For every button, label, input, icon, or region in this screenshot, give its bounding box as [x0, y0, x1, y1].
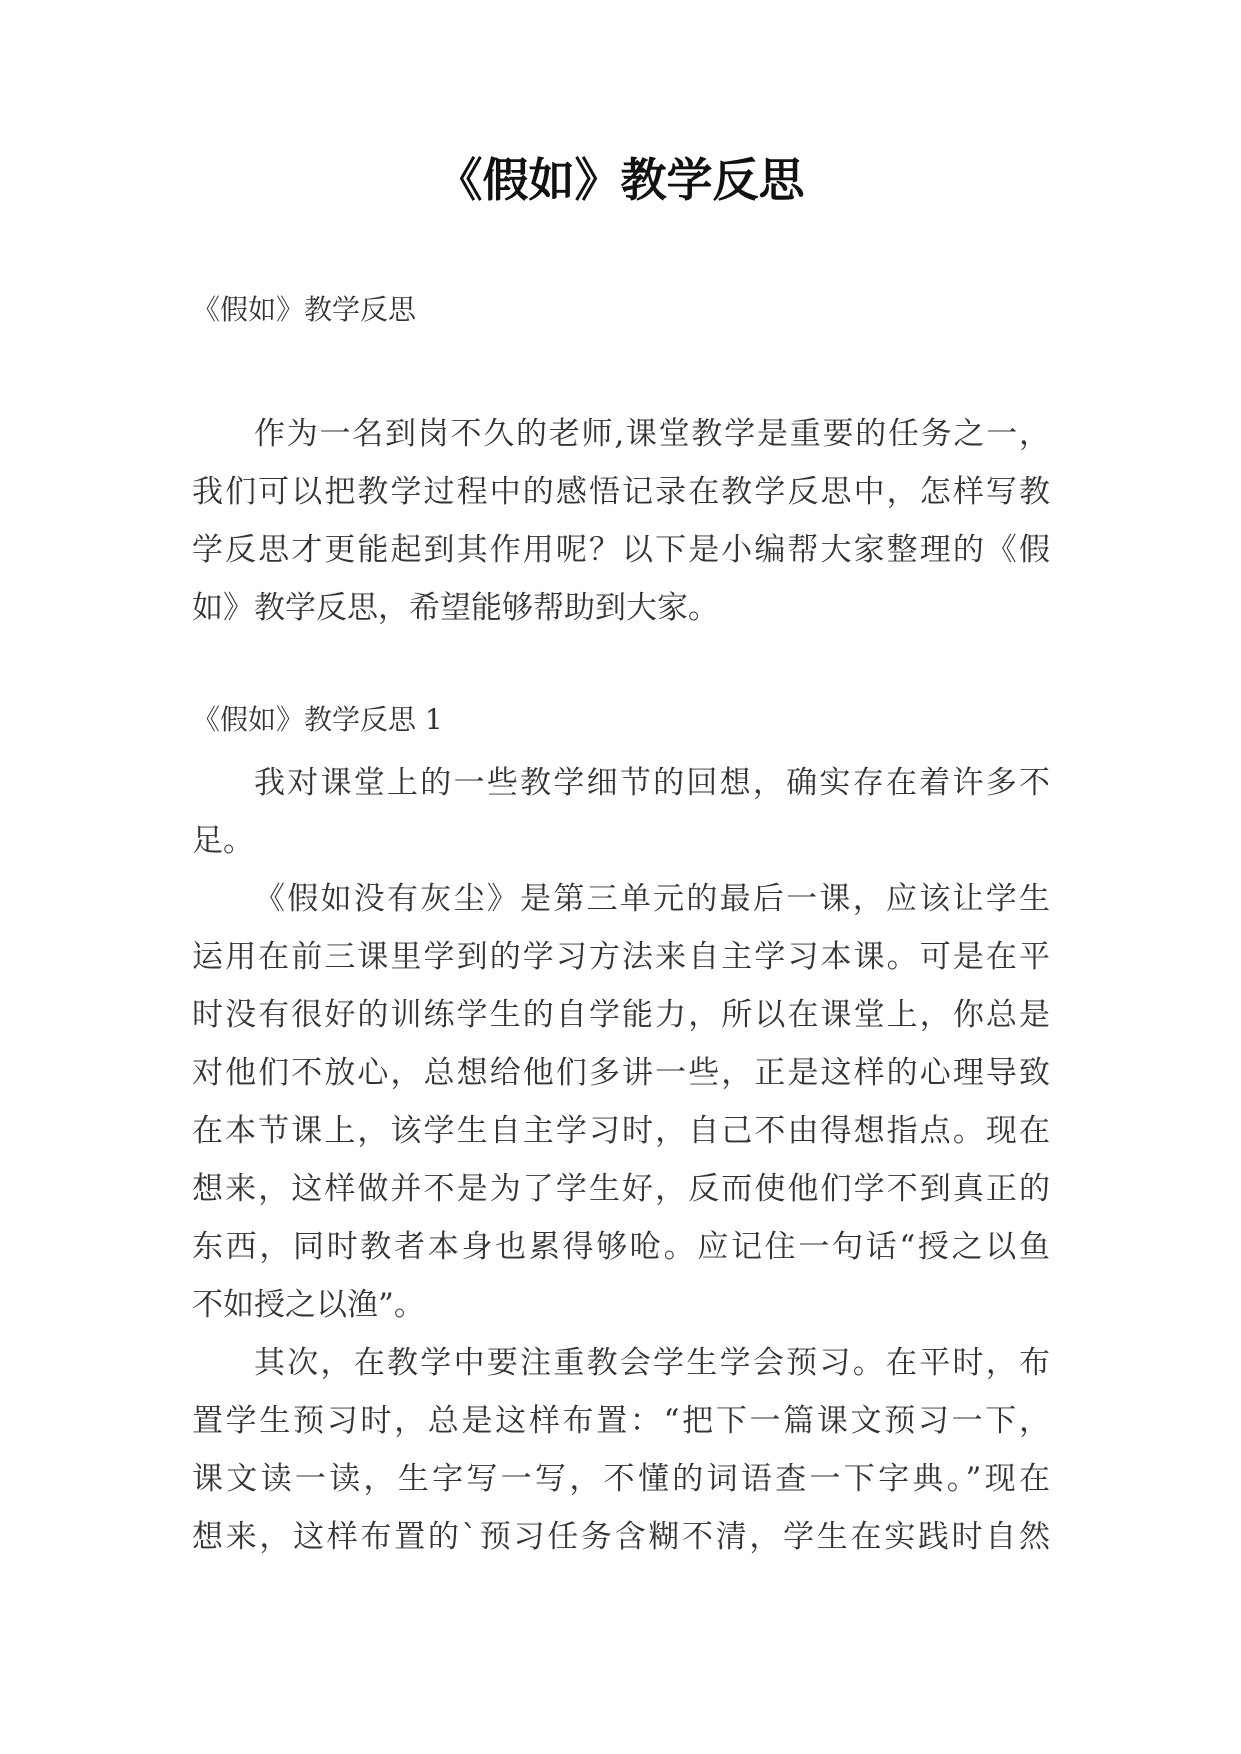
paragraph-line: 在本节课上，该学生自主学习时，自己不由得想指点。现在 — [192, 1113, 1050, 1149]
reflection-section-1 — [192, 700, 1050, 1566]
paragraph-line: 其次，在教学中要注重教会学生学会预习。在平时，布 — [254, 1345, 1050, 1381]
intro-line: 如》教学反思，希望能够帮助到大家。 — [192, 590, 719, 626]
paragraph-line: 不如授之以渔”。 — [192, 1287, 425, 1323]
paragraph-line: 置学生预习时，总是这样布置：“把下一篇课文预习一下， — [192, 1403, 1050, 1439]
intro-line: 学反思才更能起到其作用呢？以下是小编帮大家整理的《假 — [192, 532, 1050, 568]
paragraph-line: 运用在前三课里学到的学习方法来自主学习本课。可是在平 — [192, 939, 1050, 975]
paragraph-line: 对他们不放心，总想给他们多讲一些，正是这样的心理导致 — [192, 1055, 1050, 1091]
intro-line: 作为一名到岗不久的老师,课堂教学是重要的任务之一， — [254, 416, 1050, 452]
paragraph-line: 《假如没有灰尘》是第三单元的最后一课，应该让学生 — [254, 881, 1050, 917]
document-title: 《假如》教学反思 — [436, 153, 805, 207]
intro-line: 我们可以把教学过程中的感悟记录在教学反思中，怎样写教 — [192, 474, 1050, 510]
paragraph-line: 时没有很好的训练学生的自学能力，所以在课堂上，你总是 — [192, 997, 1050, 1033]
paragraph-line: 足。 — [192, 823, 254, 859]
intro-paragraph — [192, 405, 1050, 637]
paragraph — [192, 870, 1050, 1334]
section-heading: 《假如》教学反思 1 — [192, 703, 443, 736]
paragraph-line: 我对课堂上的一些教学细节的回想，确实存在着许多不 — [254, 765, 1050, 801]
paragraph-line: 想来，这样做并不是为了学生好，反而使他们学不到真正的 — [192, 1171, 1050, 1207]
paragraph-line: 课文读一读，生字写一写，不懂的词语查一下字典。”现在 — [192, 1461, 1050, 1497]
paragraph-line: 想来，这样布置的`预习任务含糊不清，学生在实践时自然 — [192, 1519, 1050, 1555]
paragraph — [192, 1334, 1050, 1566]
document-subtitle: 《假如》教学反思 — [192, 293, 417, 326]
paragraph — [192, 754, 1050, 870]
paragraph-line: 东西，同时教者本身也累得够呛。应记住一句话“授之以鱼 — [192, 1229, 1050, 1265]
